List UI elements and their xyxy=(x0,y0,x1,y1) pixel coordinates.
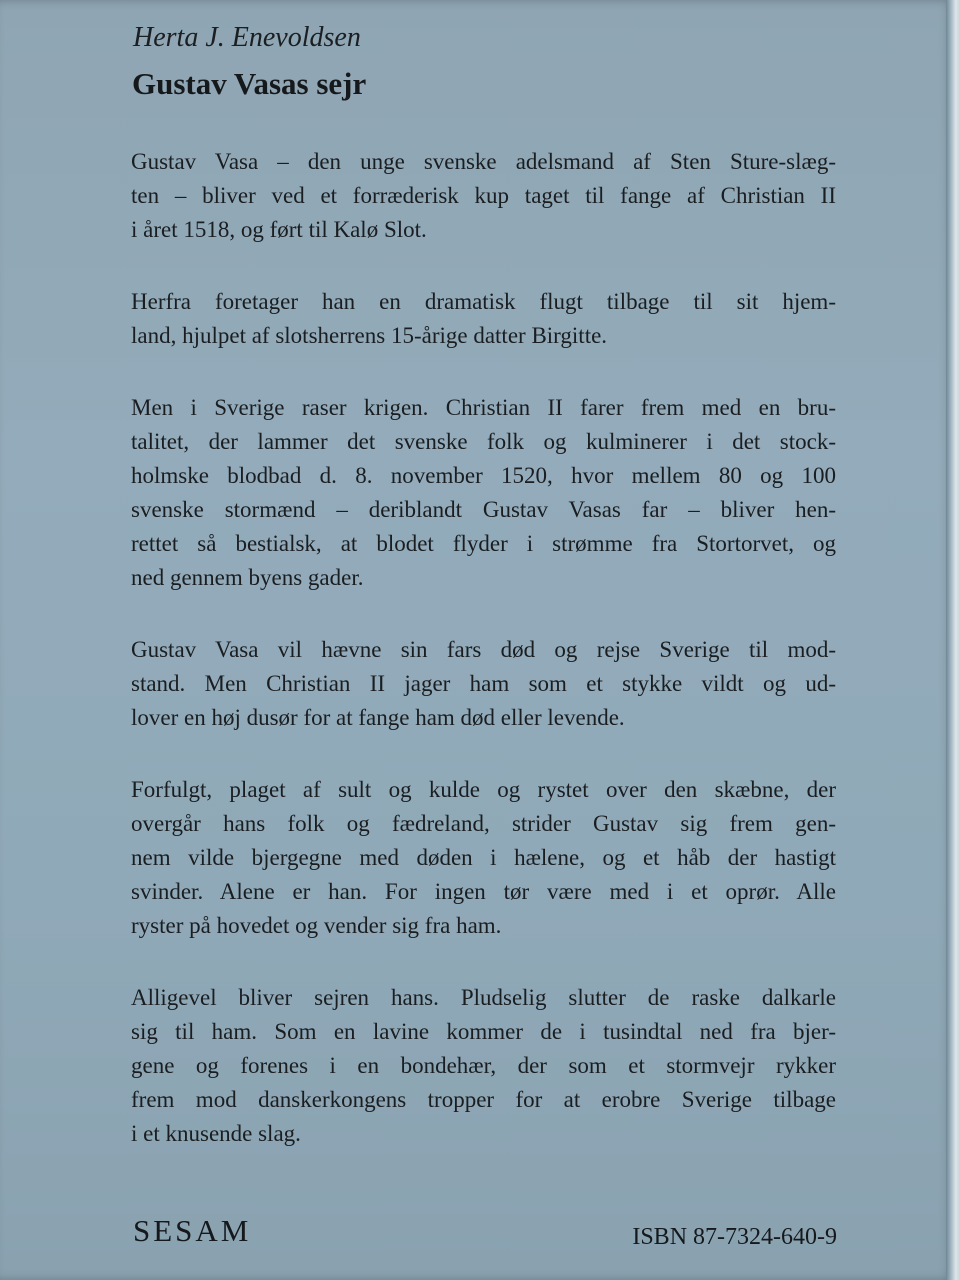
blurb-paragraph-1 xyxy=(131,145,836,247)
text-line: Gustav Vasa – den unge svenske adelsmand af Sten Sture-slæg- xyxy=(131,149,836,174)
blurb-paragraph-4 xyxy=(131,633,836,735)
text-line: i et knusende slag. xyxy=(131,1121,301,1146)
text-line: Herfra foretager han en dramatisk flugt tilbage til sit hjem- xyxy=(131,289,836,314)
text-line: ten – bliver ved et forræderisk kup taget til fange af Christian II xyxy=(131,183,836,208)
blurb-paragraph-5 xyxy=(131,773,836,943)
text-line: Forfulgt, plaget af sult og kulde og rystet over den skæbne, der xyxy=(131,777,836,802)
text-line: Men i Sverige raser krigen. Christian II farer frem med en bru- xyxy=(131,395,836,420)
book-title: Gustav Vasas sejr xyxy=(132,66,367,101)
text-line: holmske blodbad d. 8. november 1520, hvor mellem 80 og 100 xyxy=(131,463,836,488)
text-line: land, hjulpet af slotsherrens 15-årige datter Birgitte. xyxy=(131,323,608,348)
text-line: talitet, der lammer det svenske folk og kulminerer i det stock- xyxy=(131,429,836,454)
blurb-paragraph-6 xyxy=(131,981,836,1151)
publisher-name: SESAM xyxy=(133,1213,252,1248)
text-line: Alligevel bliver sejren hans. Pludselig slutter de raske dalkarle xyxy=(131,985,836,1010)
isbn-number: ISBN 87-7324-640-9 xyxy=(632,1224,837,1250)
text-line: frem mod danskerkongens tropper for at erobre Sverige tilbage xyxy=(131,1087,836,1112)
text-line: gene og forenes i en bondehær, der som et stormvejr rykker xyxy=(131,1053,836,1078)
page-edge xyxy=(946,0,960,1280)
text-line: lover en høj dusør for at fange ham død eller levende. xyxy=(131,705,625,730)
text-line: stand. Men Christian II jager ham som et stykke vildt og ud- xyxy=(131,671,836,696)
text-line: nem vilde bjergegne med døden i hælene, og et håb der hastigt xyxy=(131,845,836,870)
text-line: sig til ham. Som en lavine kommer de i tusindtal ned fra bjer- xyxy=(131,1019,836,1044)
text-line: rettet så bestialsk, at blodet flyder i strømme fra Stortorvet, og xyxy=(131,531,836,556)
text-line: overgår hans folk og fædreland, strider Gustav sig frem gen- xyxy=(131,811,836,836)
blurb-text xyxy=(131,145,836,1189)
blurb-paragraph-2 xyxy=(131,285,836,353)
text-line: svenske stormænd – deriblandt Gustav Vasas far – bliver hen- xyxy=(131,497,836,522)
text-line: Gustav Vasa vil hævne sin fars død og rejse Sverige til mod- xyxy=(131,637,836,662)
text-line: i året 1518, og ført til Kalø Slot. xyxy=(131,217,427,242)
blurb-paragraph-3 xyxy=(131,391,836,595)
author-name: Herta J. Enevoldsen xyxy=(133,22,361,53)
text-line: ryster på hovedet og vender sig fra ham. xyxy=(131,913,502,938)
text-line: ned gennem byens gader. xyxy=(131,565,364,590)
text-line: svinder. Alene er han. For ingen tør være med i et oprør. Alle xyxy=(131,879,836,904)
